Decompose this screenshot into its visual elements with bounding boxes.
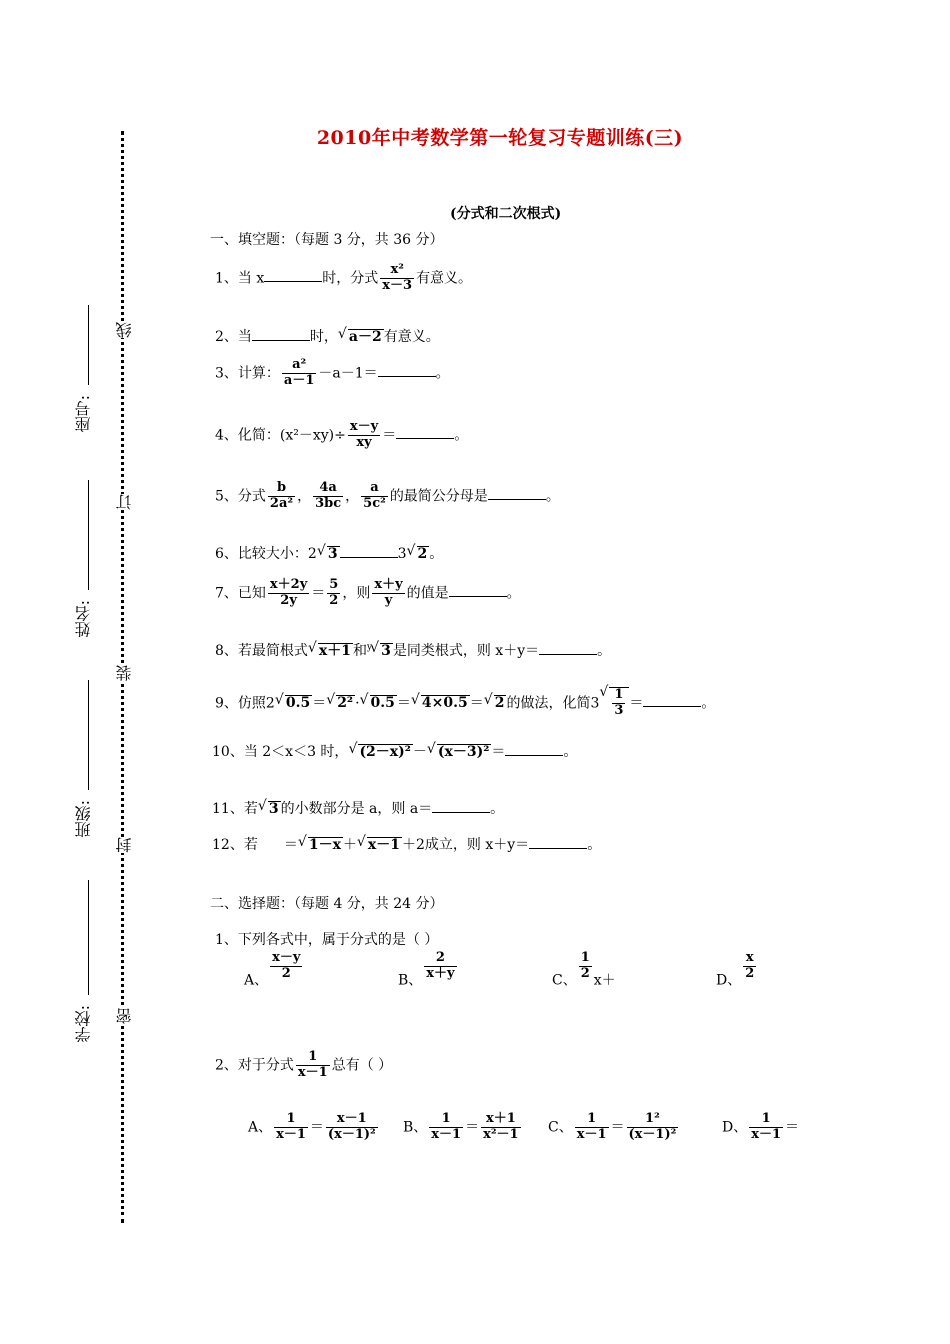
numerator: 1	[274, 1112, 308, 1128]
seat-number-line	[88, 305, 89, 385]
section-2-heading: 二、选择题：（每题 4 分，共 24 分）	[210, 896, 444, 912]
denominator: 3bc	[315, 495, 342, 511]
q8-end: 。	[597, 643, 612, 659]
option-suffix: x＋	[593, 972, 616, 989]
denominator: 2	[281, 965, 291, 981]
answer-blank[interactable]	[449, 584, 507, 597]
q4-fraction	[348, 420, 380, 451]
q7-fraction-1	[268, 578, 309, 609]
denominator: x－1	[751, 1126, 782, 1142]
q9-equals-2: ＝	[396, 695, 411, 712]
fill-question-1	[215, 263, 472, 294]
q2-stem-fraction	[296, 1050, 330, 1081]
q9-radical-fraction	[609, 687, 629, 719]
q8-root-index: y	[367, 642, 373, 653]
q3-expression: －a－1＝	[318, 365, 378, 382]
option-label: C、	[548, 1119, 573, 1136]
q6-middle: 3	[397, 546, 407, 562]
denominator: x－3	[382, 277, 413, 293]
denominator: 3	[614, 702, 624, 718]
q12-plus: ＋	[342, 837, 357, 853]
q12-prefix: 12、若	[212, 837, 258, 853]
q6-radical-1: √ 3	[327, 546, 340, 562]
school-label: 学校:	[74, 1005, 93, 1043]
denominator: 2	[329, 592, 339, 608]
answer-blank[interactable]	[396, 426, 454, 439]
denominator: x－1	[576, 1126, 607, 1142]
numerator: x＋y	[374, 577, 403, 592]
q9-radical-3: √ 0.5	[370, 695, 397, 711]
q1-suffix: 有意义。	[416, 270, 473, 287]
numerator: x－1	[326, 1112, 378, 1128]
denominator: x－1	[276, 1126, 306, 1142]
option-equals: ＝	[309, 1119, 324, 1136]
denominator: x＋y	[426, 965, 455, 981]
q5-fraction-2	[313, 481, 343, 512]
numerator: 1²	[627, 1112, 679, 1128]
q5-end: 。	[545, 488, 560, 505]
seal-char-ding: 订	[115, 494, 134, 510]
option-label: B、	[403, 1119, 428, 1136]
answer-blank[interactable]	[378, 364, 436, 377]
option-left-fraction	[575, 1112, 609, 1143]
seal-char-xian: 线	[115, 322, 134, 338]
q2-middle: 时，	[309, 329, 338, 345]
q7-fraction-2	[327, 578, 340, 609]
q7-middle: ，则	[342, 585, 371, 602]
q8-suffix: 是同类根式，则 x＋y＝	[392, 643, 540, 659]
q9-equals-1: ＝	[312, 695, 327, 712]
option-left-fraction	[274, 1112, 308, 1143]
q11-prefix: 11、若	[212, 801, 258, 817]
answer-blank[interactable]	[264, 269, 322, 282]
fill-question-8	[215, 640, 611, 660]
q3-end: 。	[435, 365, 450, 382]
q9-radical-5: √ 2	[494, 695, 507, 711]
fill-question-7	[215, 578, 521, 609]
q11-end: 。	[490, 801, 505, 817]
fill-question-6	[215, 543, 443, 563]
q9-radical-2: √ 2²	[336, 695, 355, 711]
fill-question-5: 5、分式 $\frac{b}{\text{2a²}}$ ， $\frac{4a}{3bc}$ ， $\frac{a}{\text{5c²}}$ 的最简公分母是 。	[215, 480, 560, 511]
q12-equals: ＝	[283, 837, 298, 853]
numerator: x＋1	[481, 1112, 521, 1128]
numerator: 1	[296, 1050, 330, 1066]
option-right-fraction	[481, 1112, 521, 1143]
choice-question-2-stem	[215, 1050, 392, 1081]
seat-number-label: 座号:	[74, 395, 93, 433]
denominator: (x－1)²	[628, 1126, 677, 1142]
q3-fraction	[282, 358, 316, 389]
fill-question-2	[215, 326, 440, 346]
q10-equals: ＝	[491, 744, 506, 760]
q7-suffix: 的值是	[406, 585, 449, 602]
q4-equals: ＝	[382, 427, 397, 444]
choice-1-option-c[interactable]	[552, 950, 616, 996]
q7-fraction-3	[372, 578, 404, 609]
numerator: 1	[575, 1112, 609, 1128]
page-title: 2010年中考数学第一轮复习专题训练(三)	[316, 127, 684, 149]
q6-radical-2: √ 2	[417, 546, 430, 562]
answer-blank[interactable]	[529, 836, 587, 849]
q1-fraction	[380, 263, 414, 294]
fill-question-10	[212, 741, 577, 761]
numerator: 2	[424, 951, 456, 967]
option-label: D、	[722, 1119, 748, 1136]
option-right-fraction	[326, 1112, 378, 1143]
numerator: √ 1	[614, 687, 624, 702]
answer-blank[interactable]	[252, 328, 310, 341]
numerator: 4a	[313, 481, 343, 497]
choice-2-option-b[interactable]	[403, 1112, 523, 1143]
numerator: x＋2y	[269, 577, 308, 592]
q12-radical-1: √ 1－x	[308, 837, 343, 853]
q12-radical-2: √ x－1	[367, 837, 402, 853]
fill-question-12	[212, 834, 601, 854]
denominator: y	[384, 592, 393, 608]
numerator: x－y	[349, 419, 379, 434]
q2-radical: √ a－2	[348, 329, 384, 345]
q4-end: 。	[454, 427, 469, 444]
section-1-heading: 一、填空题：（每题 3 分，共 36 分）	[210, 232, 444, 248]
denominator: 2y	[280, 592, 297, 608]
choice-question-1-stem: 1、下列各式中，属于分式的是（ ）	[215, 932, 439, 948]
choice-1-option-d[interactable]	[716, 950, 758, 996]
fill-question-11	[212, 798, 504, 818]
q9-prefix: 9、仿照2	[215, 695, 275, 712]
q8-prefix: 8、若最简根式	[215, 643, 308, 659]
q11-radical: √ 3	[268, 801, 281, 817]
choice-1-option-b[interactable]	[398, 950, 459, 996]
fill-question-3	[215, 358, 450, 389]
numerator: 1	[429, 1112, 463, 1128]
denominator: a－1	[283, 372, 315, 388]
answer-blank[interactable]	[539, 642, 597, 655]
q4-prefix: 4、化简：(x²－xy)÷	[215, 427, 346, 444]
denominator: x－1	[297, 1064, 328, 1080]
q6-prefix: 6、比较大小：2	[215, 546, 317, 562]
q9-equals-3: ＝	[469, 695, 484, 712]
option-label: D、	[716, 972, 742, 989]
denominator: 2a²	[269, 495, 294, 511]
q8-radical-2: √ 3	[380, 643, 393, 659]
answer-blank[interactable]	[488, 487, 546, 500]
numerator: 1	[580, 950, 590, 965]
denominator: 2	[745, 965, 755, 981]
option-fraction	[270, 951, 302, 982]
q10-radical-2: √ (x－3)²	[437, 744, 491, 760]
q9-dot: ·	[355, 695, 360, 712]
q1-prefix: 1、当 x	[215, 270, 265, 287]
numerator: b	[268, 481, 295, 497]
denominator: x－1	[431, 1126, 462, 1142]
q9-fraction	[612, 688, 625, 719]
q10-minus: －	[412, 744, 427, 760]
choice-1-option-a[interactable]	[244, 950, 304, 996]
q5-suffix: 的最简公分母是	[389, 488, 488, 505]
class-line	[88, 680, 89, 790]
name-label: 姓名:	[74, 600, 93, 638]
numerator: a	[361, 481, 388, 497]
option-equals: ＝	[610, 1119, 625, 1136]
answer-blank[interactable]	[432, 800, 490, 813]
q1-middle: 时，分式	[322, 270, 379, 287]
q9-end: 。	[701, 695, 716, 712]
answer-blank[interactable]	[340, 545, 398, 558]
fill-question-4	[215, 420, 468, 451]
q9-equals-4: ＝	[629, 695, 644, 712]
q9-radical-4: √ 4×0.5	[421, 695, 470, 711]
q7-prefix: 7、已知	[215, 585, 266, 602]
option-equals: ＝	[465, 1119, 480, 1136]
q2-stem-prefix: 2、对于分式	[215, 1057, 294, 1074]
q10-end: 。	[563, 744, 578, 760]
q5-fraction-1	[268, 481, 295, 512]
option-fraction	[743, 951, 756, 982]
name-line	[88, 480, 89, 590]
seal-char-zhuang: 装	[115, 665, 134, 681]
denominator: x²－1	[483, 1126, 519, 1142]
option-right-fraction	[627, 1112, 679, 1143]
q10-prefix: 10、当 2＜x＜3 时，	[212, 744, 349, 760]
choice-2-option-d[interactable]	[722, 1112, 799, 1143]
q8-radical-1: √ x＋1	[318, 643, 353, 659]
denominator: 2	[580, 965, 590, 981]
option-label: C、	[552, 972, 577, 989]
q2-prefix: 2、当	[215, 329, 252, 345]
q5-prefix: 5、分式	[215, 488, 266, 505]
q7-equals: ＝	[311, 585, 326, 602]
seal-char-mi: 密	[115, 1008, 134, 1024]
q3-prefix: 3、计算：	[215, 365, 280, 382]
q12-end: 。	[587, 837, 602, 853]
q2-stem-suffix: 总有（ ）	[331, 1057, 393, 1074]
page-subtitle: (分式和二次根式)	[450, 206, 562, 222]
q9-middle: 的做法，化简3	[506, 695, 600, 712]
answer-blank[interactable]	[643, 694, 701, 707]
numerator: a²	[282, 358, 316, 374]
choice-2-option-a[interactable]	[248, 1112, 380, 1143]
option-label: A、	[244, 972, 269, 989]
numerator: 1	[749, 1112, 783, 1128]
option-equals: ＝	[785, 1119, 800, 1136]
numerator: x	[743, 951, 756, 967]
q2-suffix: 有意义。	[383, 329, 440, 345]
answer-blank[interactable]	[505, 743, 563, 756]
option-fraction	[579, 951, 592, 982]
fill-question-9	[215, 687, 715, 719]
numerator: x²	[380, 263, 414, 279]
q7-end: 。	[506, 585, 521, 602]
q9-radical-1: √ 0.5	[285, 695, 312, 711]
q11-suffix: 的小数部分是 a，则 a＝	[280, 801, 433, 817]
denominator: 5c²	[363, 495, 386, 511]
q10-radical-1: √ (2－x)²	[358, 744, 412, 760]
seal-char-feng: 封	[115, 837, 134, 853]
numerator: x－y	[272, 950, 301, 965]
option-label: B、	[398, 972, 423, 989]
option-left-fraction	[429, 1112, 463, 1143]
school-line	[88, 880, 89, 995]
q6-end: 。	[429, 546, 444, 562]
option-label: A、	[248, 1119, 273, 1136]
class-label: 班级:	[74, 800, 93, 838]
option-left-fraction	[749, 1112, 783, 1143]
q8-middle: 和	[353, 643, 368, 659]
q5-fraction-3	[361, 481, 388, 512]
choice-2-option-c[interactable]	[548, 1112, 680, 1143]
q12-suffix: ＋2成立，则 x＋y＝	[402, 837, 530, 853]
numerator: 5	[329, 577, 339, 592]
denominator: xy	[356, 434, 372, 450]
denominator: (x－1)²	[327, 1126, 376, 1142]
option-fraction	[424, 951, 456, 982]
